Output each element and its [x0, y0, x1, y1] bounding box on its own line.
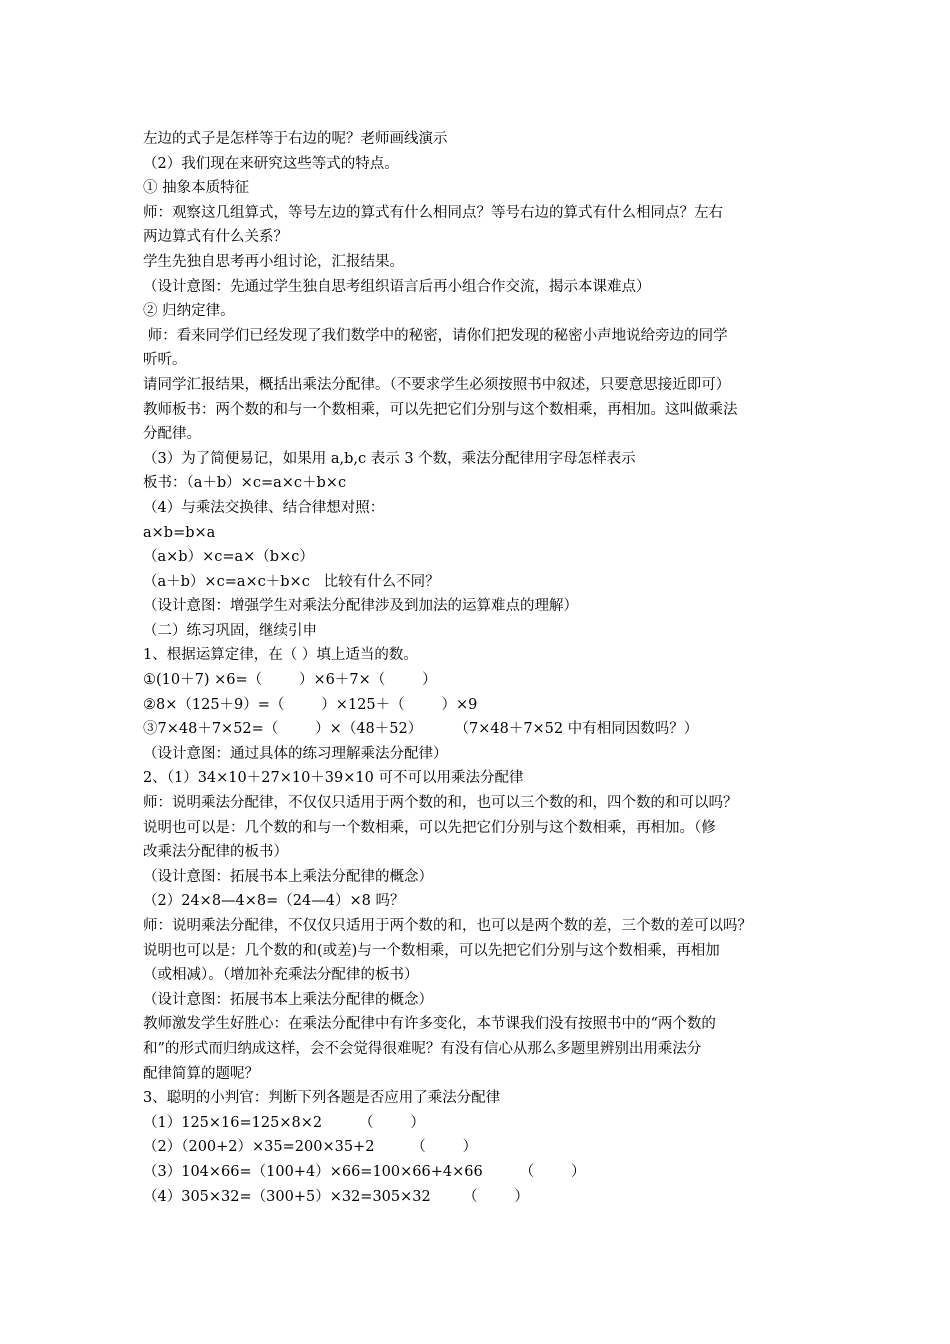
text-line: 师：观察这几组算式，等号左边的算式有什么相同点？等号右边的算式有什么相同点？左右	[143, 204, 723, 221]
text-line: （2）我们现在来研究这些等式的特点。	[143, 155, 399, 172]
text-line: （a×b）×c=a×（b×c）	[143, 549, 314, 566]
text-line: （3）为了简便易记，如果用 a,b,c 表示 3 个数，乘法分配律用字母怎样表示	[143, 450, 636, 467]
text-line: 改乘法分配律的板书）	[143, 844, 288, 861]
text-line: 2、（1）34×10＋27×10＋39×10 可不可以用乘法分配律	[143, 770, 524, 787]
text-line: （设计意图：拓展书本上乘法分配律的概念）	[143, 868, 433, 885]
text-line: 分配律。	[143, 426, 201, 443]
text-line: 学生先独自思考再小组讨论，汇报结果。	[143, 253, 404, 270]
text-line: 师：看来同学们已经发现了我们数学中的秘密，请你们把发现的秘密小声地说给旁边的同学	[143, 327, 728, 344]
text-line: 左边的式子是怎样等于右边的呢？老师画线演示	[143, 131, 448, 147]
text-line: （3）104×66=（100+4）×66=100×66+4×66 （ ）	[143, 1163, 586, 1180]
text-line: 3、聪明的小判官：判断下列各题是否应用了乘法分配律	[143, 1090, 501, 1107]
text-line: （或相减）。（增加补充乘法分配律的板书）	[143, 967, 419, 984]
text-line: 配律简算的题呢？	[143, 1065, 259, 1082]
text-line: （设计意图：通过具体的练习理解乘法分配律）	[143, 745, 448, 762]
text-line: ② 归纳定律。	[143, 303, 235, 320]
text-line: 教师激发学生好胜心：在乘法分配律中有许多变化，本节课我们没有按照书中的“两个数的	[143, 1016, 716, 1033]
text-line: （1）125×16=125×8×2 （ ）	[143, 1114, 425, 1131]
text-line: 听听。	[143, 352, 187, 369]
text-line: （a＋b）×c=a×c＋b×c 比较有什么不同？	[143, 573, 440, 590]
text-line: 两边算式有什么关系？	[143, 229, 288, 246]
text-line: a×b=b×a	[143, 524, 216, 541]
text-line: （4）305×32=（300+5）×32=305×32 （ ）	[143, 1188, 529, 1205]
text-line: ③7×48＋7×52=（ ）×（48＋52） （7×48＋7×52 中有相同因数吗？）	[143, 721, 699, 738]
document-body	[143, 127, 823, 1209]
text-line: 师：说明乘法分配律，不仅仅只适用于两个数的和，也可以三个数的和，四个数的和可以吗？	[143, 795, 738, 812]
text-line: （设计意图：拓展书本上乘法分配律的概念）	[143, 991, 433, 1008]
text-line: ②8×（125＋9）=（ ）×125＋（ ）×9	[143, 696, 478, 713]
text-line: 说明也可以是：几个数的和与一个数相乘，可以先把它们分别与这个数相乘，再相加。（修	[143, 819, 716, 836]
text-line: 1、根据运算定律，在（ ）填上适当的数。	[143, 647, 418, 664]
text-line: （2）（200+2）×35=200×35+2 （ ）	[143, 1139, 478, 1156]
text-line: 师：说明乘法分配律，不仅仅只适用于两个数的和，也可以是两个数的差，三个数的差可以吗？	[143, 918, 752, 934]
text-line: 说明也可以是：几个数的和(或差)与一个数相乘，可以先把它们分别与这个数相乘，再相加	[143, 942, 720, 959]
text-line: （2）24×8—4×8=（24—4）×8 吗？	[143, 893, 405, 910]
text-line: （4）与乘法交换律、结合律想对照：	[143, 499, 385, 516]
text-line: （设计意图：增强学生对乘法分配律涉及到加法的运算难点的理解）	[143, 598, 578, 615]
text-line: ① 抽象本质特征	[143, 180, 250, 197]
text-line: 教师板书：两个数的和与一个数相乘，可以先把它们分别与这个数相乘，再相加。这叫做乘法	[143, 401, 738, 418]
text-line: 和”的形式而归纳成这样，会不会觉得很难呢？有没有信心从那么多题里辨别出用乘法分	[143, 1040, 702, 1057]
text-line: （二）练习巩固，继续引申	[143, 622, 317, 639]
text-line: ①(10＋7) ×6=（ ）×6＋7×（ ）	[143, 672, 437, 689]
text-line: 请同学汇报结果，概括出乘法分配律。（不要求学生必须按照书中叙述，只要意思接近即可）	[143, 376, 731, 393]
text-line: 板书：（a＋b）×c=a×c＋b×c	[143, 475, 347, 492]
text-line: （设计意图：先通过学生独自思考组织语言后再小组合作交流，揭示本课难点）	[143, 278, 651, 295]
